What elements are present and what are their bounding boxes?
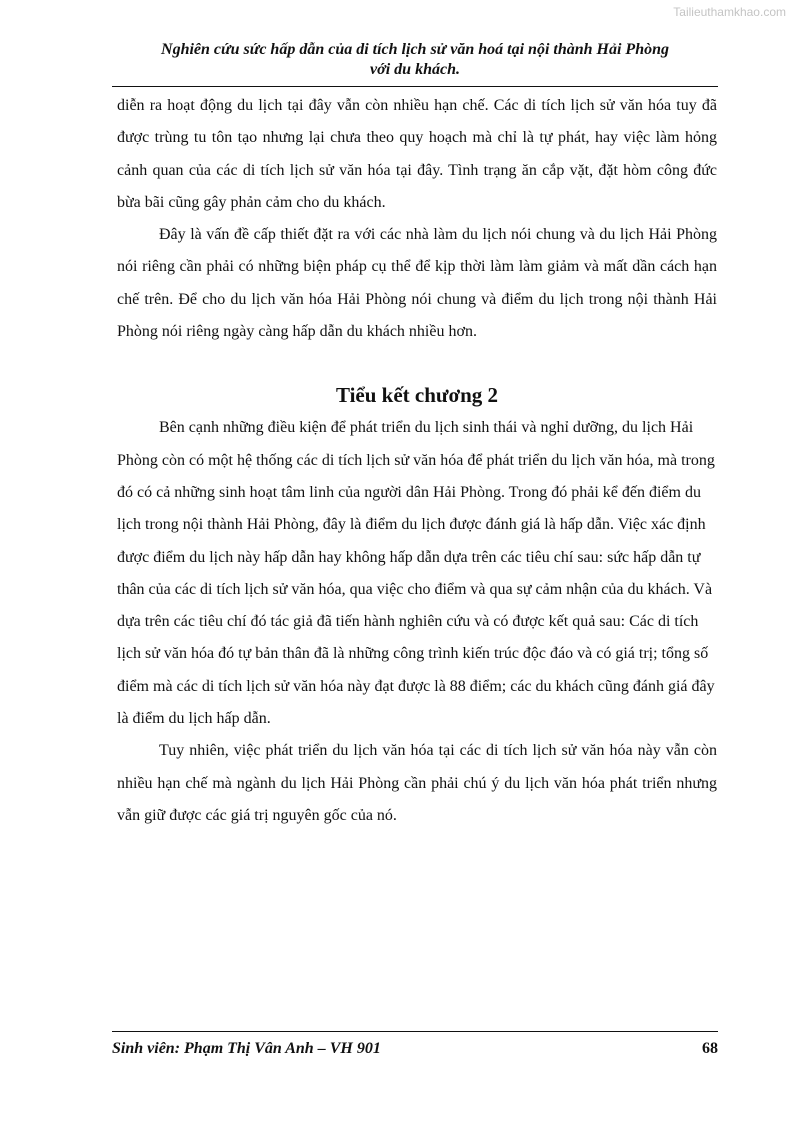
body-paragraph-continued: diễn ra hoạt động du lịch tại đây vẫn còn nhiều hạn chế. Các di tích lịch sử văn hóa tuy đã được trùng tu tôn tạo nhưng lại chưa theo quy hoạch mà chỉ là tự phát, hay việc làm hỏng cảnh quan của các di tích lịch sử văn hóa tại đây. Tình trạng ăn cắp vặt, đặt hòm công đức bừa bãi cũng gây phản cảm cho du khách. <box>117 97 717 211</box>
header-divider <box>112 86 718 87</box>
section-content <box>117 412 717 735</box>
footer-divider <box>112 1031 718 1032</box>
footer-author: Sinh viên: Phạm Thị Vân Anh – VH 901 <box>112 1040 381 1057</box>
section-paragraph: Tuy nhiên, việc phát triển du lịch văn hóa tại các di tích lịch sử văn hóa này vẫn còn nhiều hạn chế mà ngành du lịch Hải Phòng cần phải chú ý du lịch văn hóa phát triển nhưng vẫn giữ được các giá trị nguyên gốc của nó. <box>117 742 717 824</box>
section-heading: Tiểu kết chương 2 <box>335 383 499 408</box>
running-header-line-1: Nghiên cứu sức hấp dẫn của di tích lịch sử văn hoá tại nội thành Hải Phòng <box>161 41 669 58</box>
section-paragraph: Bên cạnh những điều kiện để phát triển du lịch sinh thái và nghỉ dưỡng, du lịch Hải Phòng còn có một hệ thống các di tích lịch sử văn hóa để phát triển du lịch văn hóa, mà trong đó có cả những sinh hoạt tâm linh của người dân Hải Phòng. Trong đó phải kể đến điểm du lịch trong nội thành Hải Phòng, đây là điểm du lịch được đánh giá là hấp dẫn. Việc xác định được điểm du lịch này hấp dẫn hay không hấp dẫn dựa trên các tiêu chí sau: sức hấp dẫn tự thân của các di tích lịch sử văn hóa, qua việc cho điểm và qua sự cảm nhận của du khách. Và dựa trên các tiêu chí đó tác giả đã tiến hành nghiên cứu và có được kết quả sau: Các di tích lịch sử văn hóa đó tự bản thân đã là những công trình kiến trúc độc đáo và có giá trị; tổng số điểm mà các di tích lịch sử văn hóa này đạt được là 88 điểm; các du khách cũng đánh giá đây là điểm du lịch hấp dẫn. <box>117 419 715 728</box>
page-number: 68 <box>702 1040 718 1057</box>
document-body <box>117 90 717 832</box>
body-paragraph: Đây là vấn đề cấp thiết đặt ra với các nhà làm du lịch nói chung và du lịch Hải Phòng nói riêng cần phải có những biện pháp cụ thể để kịp thời làm làm giảm và mất dần cách hạn chế trên. Để cho du lịch văn hóa Hải Phòng nói chung và điểm du lịch trong nội thành Hải Phòng nói riêng ngày càng hấp dẫn du khách nhiều hơn. <box>117 226 717 341</box>
watermark-text: Tailieuthamkhao.com <box>673 5 786 19</box>
running-header-line-2: với du khách. <box>370 61 460 78</box>
running-header <box>112 40 718 80</box>
